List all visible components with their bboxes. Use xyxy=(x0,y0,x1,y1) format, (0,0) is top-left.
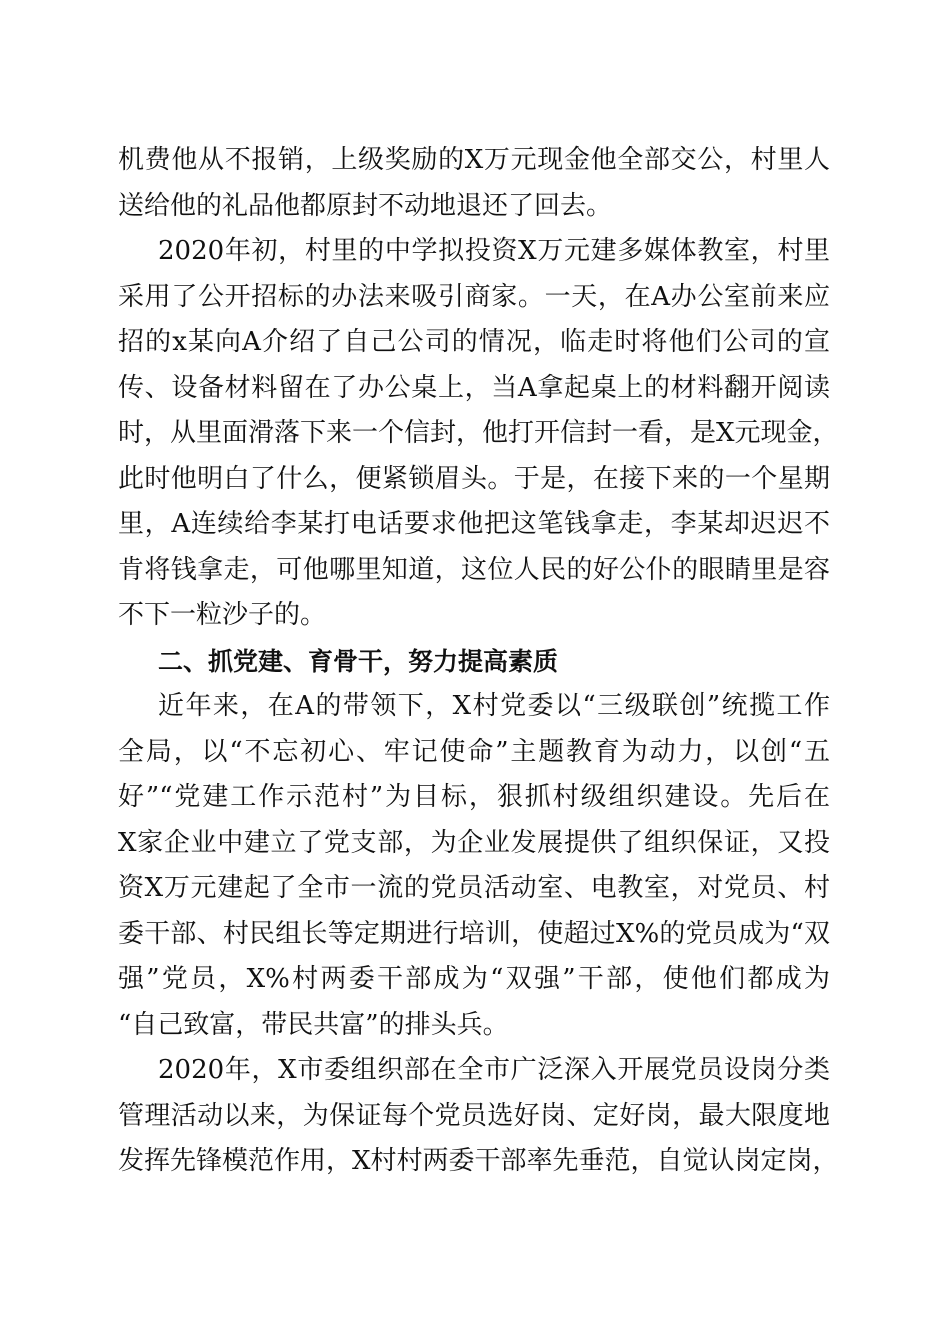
text-line: 里，A连续给李某打电话要求他把这笔钱拿走，李某却迟迟不 xyxy=(118,509,830,539)
paragraph-3 xyxy=(118,684,830,1048)
paragraph-2 xyxy=(118,229,839,639)
text-line: 采用了公开招标的办法来吸引商家。一天，在A办公室前来应 xyxy=(118,281,830,312)
text-line: “自己致富，带民共富”的排头兵。 xyxy=(118,1009,509,1040)
text-line: 强”党员，X%村两委干部成为“双强”干部，使他们都成为 xyxy=(118,964,830,994)
text-line: 2020年初，村里的中学拟投资X万元建多媒体教室，村里 xyxy=(158,236,830,266)
text-line: 好”“党建工作示范村”为目标，狠抓村级组织建设。先后在 xyxy=(118,782,830,812)
section-heading-block xyxy=(118,639,830,685)
text-line: 传、设备材料留在了办公桌上，当A拿起桌上的材料翻开阅读 xyxy=(118,372,830,403)
text-line: 不下一粒沙子的。 xyxy=(118,600,327,630)
paragraph-4 xyxy=(118,1048,839,1185)
text-line: 全局，以“不忘初心、牢记使命”主题教育为动力，以创“五 xyxy=(118,736,830,767)
text-line: 送给他的礼品他都原封不动地退还了回去。 xyxy=(118,190,613,221)
text-line: 机费他从不报销，上级奖励的X万元现金他全部交公，村里人 xyxy=(118,145,830,175)
document-body xyxy=(118,138,839,1185)
text-line: 管理活动以来，为保证每个党员选好岗、定好岗，最大限度地 xyxy=(118,1100,830,1131)
text-line: 资X万元建起了全市一流的党员活动室、电教室，对党员、村 xyxy=(118,873,830,903)
text-line: 近年来，在A的带领下，X村党委以“三级联创”统揽工作 xyxy=(158,691,830,721)
text-line: X家企业中建立了党支部，为企业发展提供了组织保证，又投 xyxy=(118,827,830,858)
text-line: 发挥先锋模范作用，X村村两委干部率先垂范，自觉认岗定岗， xyxy=(118,1146,839,1176)
text-line: 招的x某向A介绍了自己公司的情况，临走时将他们公司的宣 xyxy=(118,327,830,357)
paragraph-1 xyxy=(118,138,830,229)
text-line: 委干部、村民组长等定期进行培训，使超过X%的党员成为“双 xyxy=(118,918,830,949)
text-line: 肯将钱拿走，可他哪里知道，这位人民的好公仆的眼睛里是容 xyxy=(118,554,830,585)
text-line: 此时他明白了什么，便紧锁眉头。于是，在接下来的一个星期 xyxy=(118,463,830,494)
text-line: 2020年，X市委组织部在全市广泛深入开展党员设岗分类 xyxy=(158,1055,830,1085)
text-line: 时，从里面滑落下来一个信封，他打开信封一看，是X元现金， xyxy=(118,418,839,448)
section-heading: 二、抓党建、育骨干，努力提高素质 xyxy=(158,646,559,676)
